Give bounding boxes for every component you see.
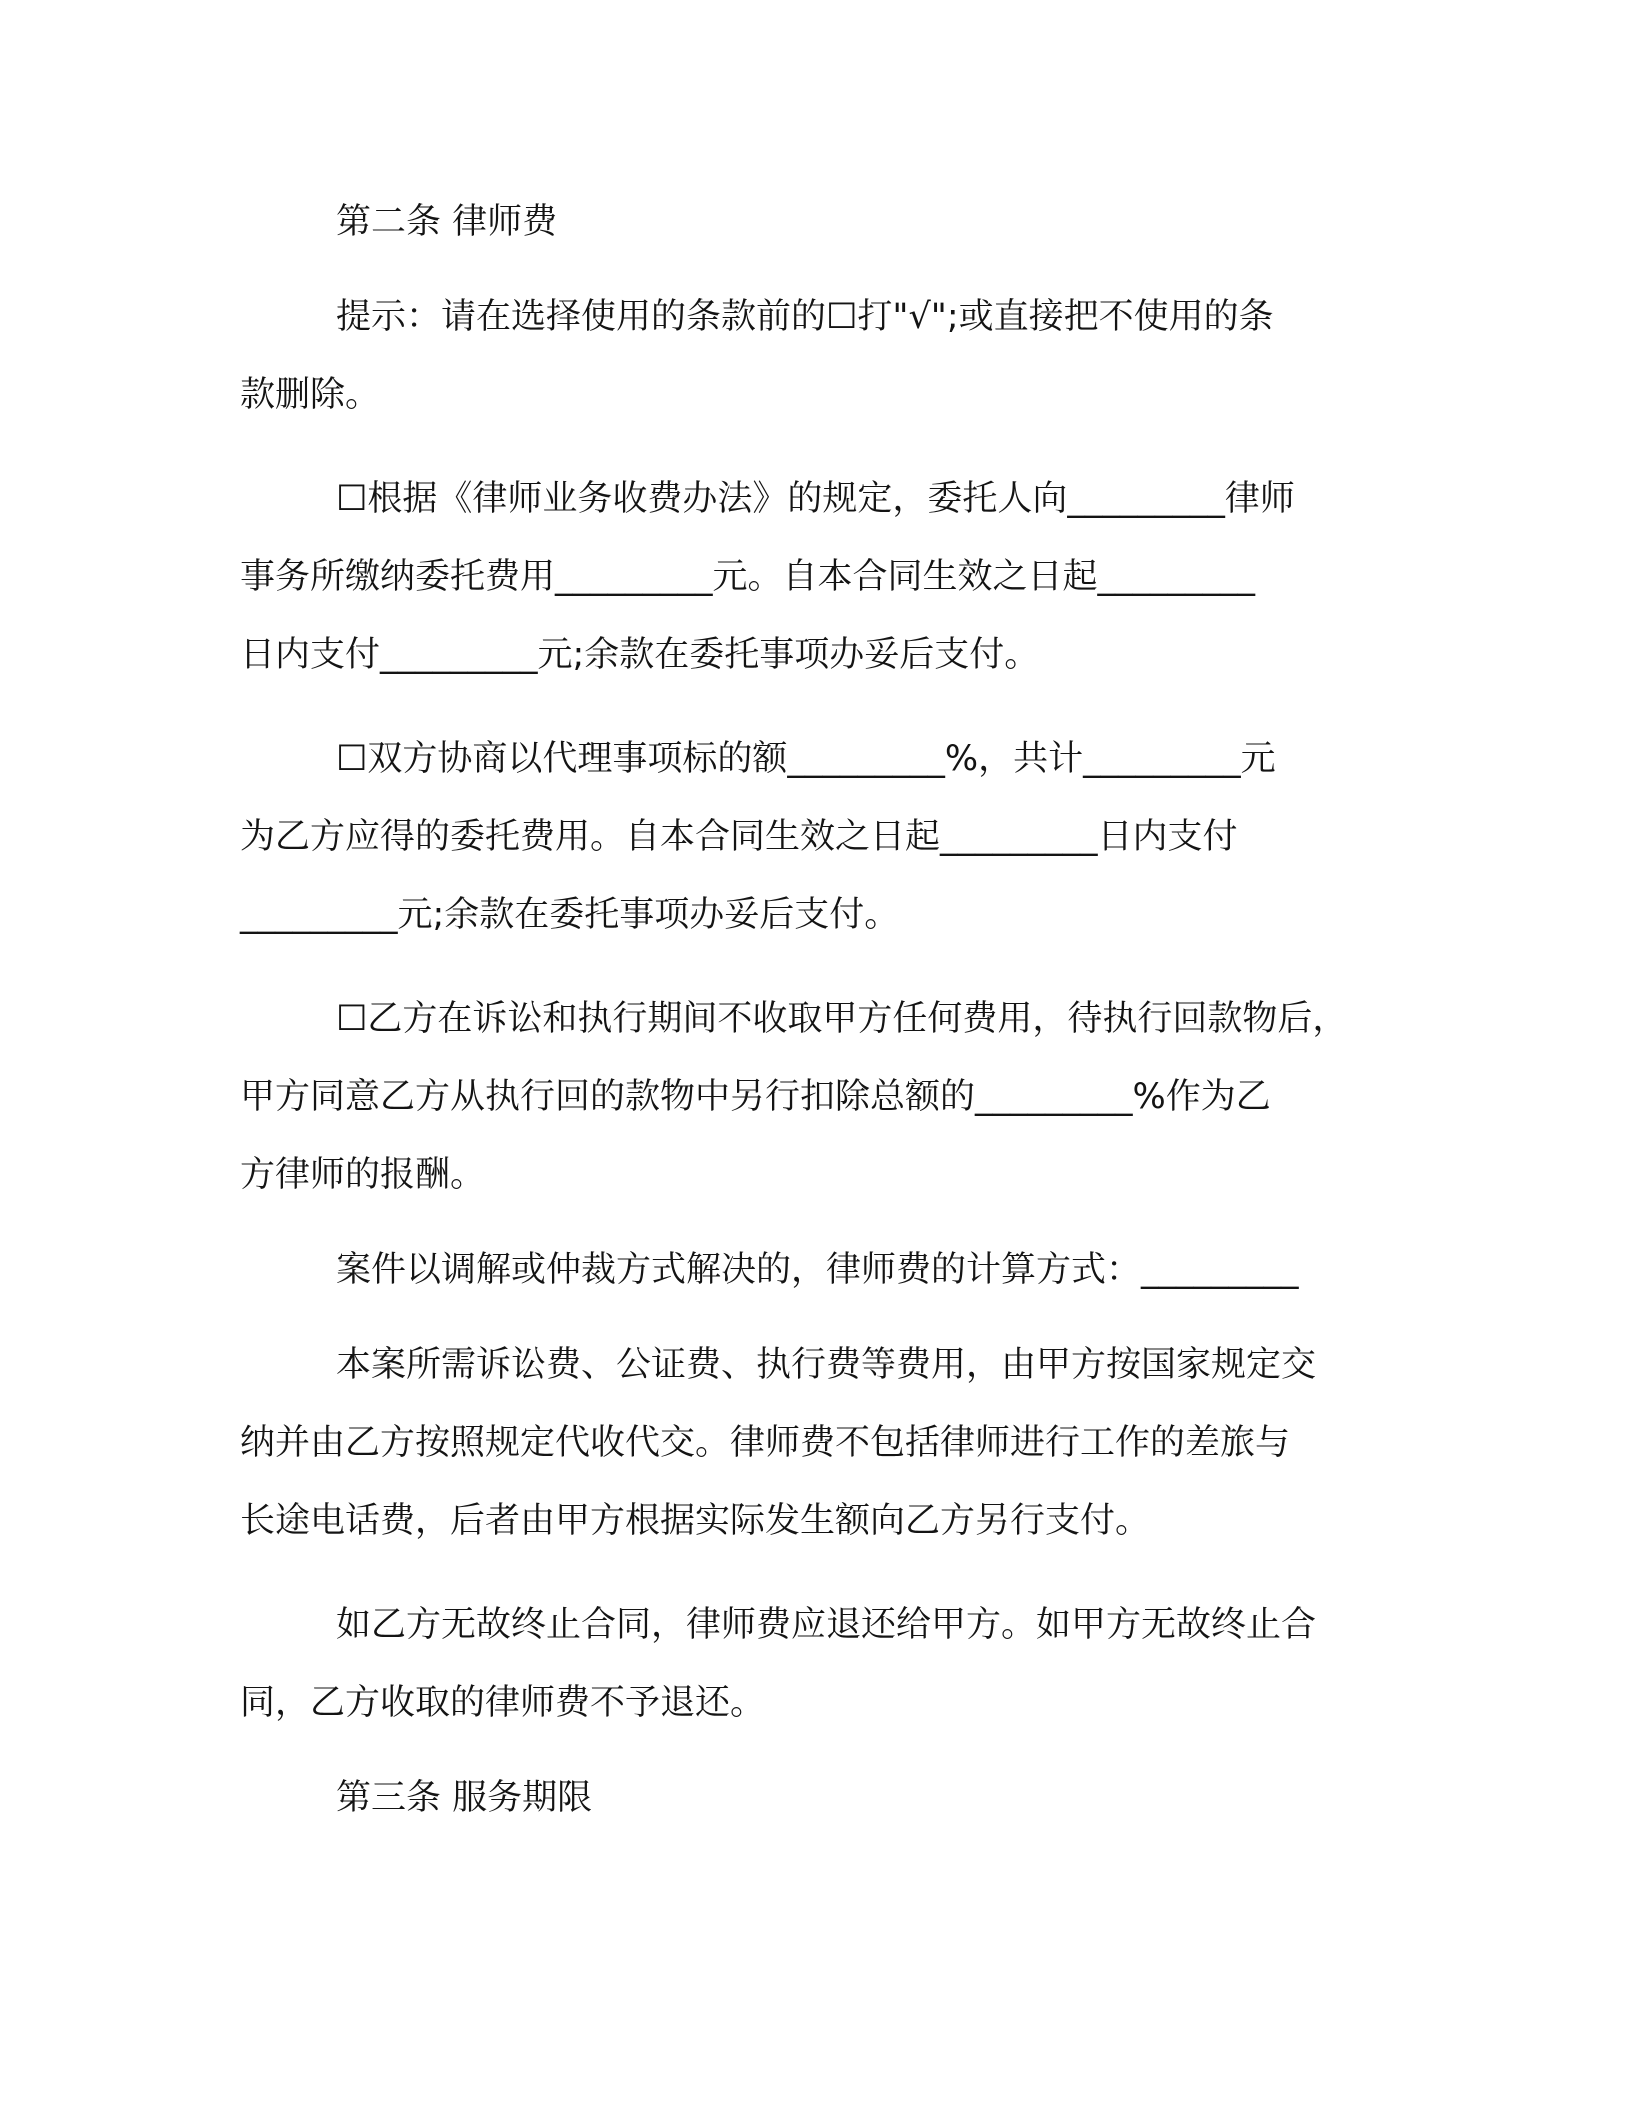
termination-line-2: 同，乙方收取的律师费不予退还。 xyxy=(240,1683,766,1723)
fee-option-3-line-1: ☐乙方在诉讼和执行期间不收取甲方任何费用，待执行回款物后， xyxy=(336,999,1348,1039)
fee-option-2-line-1: ☐双方协商以代理事项标的额_________%，共计_________元 xyxy=(336,739,1276,779)
fee-option-1-line-3: 日内支付_________元;余款在委托事项办妥后支付。 xyxy=(240,635,1040,675)
document-body xyxy=(240,192,1390,1854)
fee-option-2-line-3: _________元;余款在委托事项办妥后支付。 xyxy=(240,895,900,935)
article-3-heading: 第三条 服务期限 xyxy=(336,1778,593,1818)
fee-option-1-paragraph xyxy=(240,460,1390,694)
mediation-fee-paragraph: 案件以调解或仲裁方式解决的，律师费的计算方式：_________ xyxy=(336,1250,1299,1290)
fee-option-3-paragraph xyxy=(240,980,1390,1214)
costs-paragraph xyxy=(240,1326,1390,1560)
fee-option-2-paragraph xyxy=(240,720,1390,954)
fee-option-3-line-3: 方律师的报酬。 xyxy=(240,1155,486,1195)
hint-line-1: 提示：请在选择使用的条款前的☐打"√";或直接把不使用的条 xyxy=(336,297,1274,337)
costs-line-3: 长途电话费，后者由甲方根据实际发生额向乙方另行支付。 xyxy=(240,1501,1151,1541)
fee-option-3-line-2: 甲方同意乙方从执行回的款物中另行扣除总额的_________%作为乙 xyxy=(240,1077,1271,1117)
fee-option-2-line-2: 为乙方应得的委托费用。自本合同生效之日起_________日内支付 xyxy=(240,817,1238,857)
hint-line-2: 款删除。 xyxy=(240,375,381,415)
fee-option-1-line-2: 事务所缴纳委托费用_________元。自本合同生效之日起_________ xyxy=(240,557,1256,597)
termination-line-1: 如乙方无故终止合同，律师费应退还给甲方。如甲方无故终止合 xyxy=(336,1605,1317,1645)
costs-line-2: 纳并由乙方按照规定代收代交。律师费不包括律师进行工作的差旅与 xyxy=(240,1423,1291,1463)
fee-option-1-line-1: ☐根据《律师业务收费办法》的规定，委托人向_________律师 xyxy=(336,479,1295,519)
costs-line-1: 本案所需诉讼费、公证费、执行费等费用，由甲方按国家规定交 xyxy=(336,1345,1317,1385)
termination-paragraph xyxy=(240,1586,1390,1742)
article-2-heading: 第二条 律师费 xyxy=(336,202,558,242)
hint-paragraph xyxy=(240,278,1390,434)
